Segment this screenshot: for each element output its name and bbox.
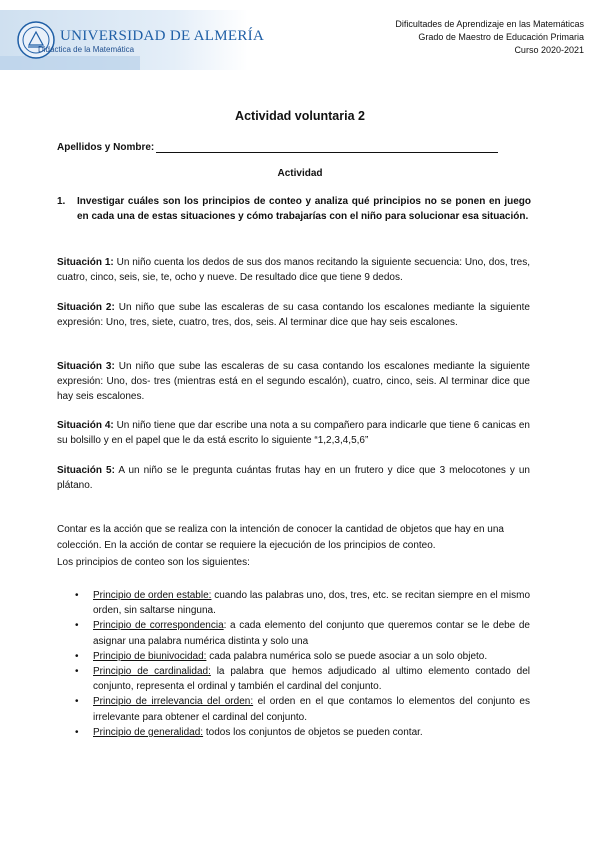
principle-text: la palabra que hemos adjudicado al ultimo elemento contado del conjunto, representa el ordinal y también el cardinal del conjunto.	[93, 666, 531, 693]
principle-text: el orden en el que contamos lo elementos del conjunto es irrelevante para obtener el cardinal del conjunto.	[93, 696, 530, 723]
situation-text: Un niño cuenta los dedos de sus dos manos recitando la siguiente secuencia: Uno, dos, tres, cuatro, cinco, seis, sie, te, ocho y nueve. De resultado dice que tiene 9 dedos.	[57, 257, 530, 284]
list-item	[57, 725, 530, 740]
name-label: Apellidos y Nombre:	[57, 142, 155, 153]
page-title: Actividad voluntaria 2	[235, 109, 365, 123]
situation-label: Situación 3:	[57, 361, 115, 372]
principle-text: todos los conjuntos de objetos se pueden contar.	[205, 726, 423, 738]
activity-heading: Actividad	[277, 168, 323, 179]
principle-label: Principio de generalidad:	[93, 726, 204, 738]
bullet-icon: •	[75, 666, 79, 678]
intro-paragraph: Contar es la acción que se realiza con la intención de conocer la cantidad de objetos que hay en una colección. En la acción de contar se requiere la ejecución de los principios de conteo.	[57, 524, 504, 551]
list-item	[57, 694, 530, 724]
bullet-icon: •	[75, 620, 79, 632]
list-item	[57, 588, 530, 618]
principle-label: Principio de correspondencia	[93, 620, 224, 632]
principle-text: cada palabra numérica solo se puede asociar a un solo objeto.	[209, 650, 488, 662]
situation-1	[57, 255, 530, 285]
principles-list	[57, 588, 530, 740]
situation-label: Situación 2:	[57, 302, 115, 313]
bullet-icon: •	[75, 726, 79, 738]
situation-3	[57, 359, 530, 405]
bullet-icon: •	[75, 650, 79, 662]
situation-2	[57, 300, 530, 330]
name-field-row	[57, 141, 498, 153]
academic-year: Curso 2020-2021	[514, 45, 584, 55]
principle-label: Principio de irrelevancia del orden:	[93, 696, 254, 708]
situation-label: Situación 5:	[57, 465, 115, 476]
name-blank-line	[156, 141, 498, 153]
question-text: Investigar cuáles son los principios de conteo y analiza qué principios no se ponen en juego en cada una de estas situaciones y cómo trabajarías con el niño para solucionar esa situación.	[77, 196, 531, 222]
bullet-icon: •	[75, 590, 79, 601]
degree-name: Grado de Maestro de Educación Primaria	[418, 32, 584, 42]
situation-label: Situación 4:	[57, 420, 114, 431]
bullet-icon: •	[75, 696, 79, 708]
situation-text: A un niño se le pregunta cuántas frutas hay en un frutero y dice que 3 melocotones y un plátano.	[57, 465, 530, 492]
situation-label: Situación 1:	[57, 257, 114, 268]
principle-text: cuando las palabras uno, dos, tres, etc. se recitan siempre en el mismo orden, sin saltarse ninguna.	[93, 590, 531, 617]
course-info	[395, 18, 584, 57]
principle-label: Principio de cardinalidad:	[93, 666, 211, 678]
department-name: Didáctica de la Matemática	[38, 45, 135, 54]
situation-4	[57, 418, 530, 448]
principle-label: Principio de orden estable:	[93, 590, 212, 601]
university-seal-icon	[16, 20, 56, 60]
list-item	[57, 649, 530, 664]
situation-5	[57, 463, 530, 493]
situation-text: Un niño tiene que dar escribe una nota a su compañero para indicarle que tiene 6 canicas en su bolsillo y en el papel que le da está escrito lo siguiente “1,2,3,4,5,6”	[57, 420, 530, 447]
list-item	[57, 618, 530, 648]
principle-text: : a cada elemento del conjunto que queremos contar se le debe de asignar una palabra numérica distinta y solo una	[93, 620, 530, 647]
course-title: Dificultades de Aprendizaje en las Matemáticas	[395, 19, 584, 29]
university-name: UNIVERSIDAD DE ALMERÍA	[60, 28, 265, 44]
question-number: 1.	[57, 196, 66, 207]
list-item	[57, 664, 530, 694]
principle-label: Principio de biunivocidad:	[93, 650, 207, 662]
situation-text: Un niño que sube las escaleras de su casa contando los escalones mediante la siguiente expresión: Uno, tres, siete, cuatro, tres, dos, seis. Al terminar dice que hay seis escalones.	[57, 302, 530, 329]
question-1	[57, 195, 531, 225]
situation-text: Un niño que sube las escaleras de su casa contando los escalones mediante la siguiente expresión: Uno, dos- tres (mientras está en el segundo escalón), cuatro, cinco, seis. Al terminar dice que hay seis escalones.	[57, 361, 530, 403]
principles-intro: Los principios de conteo son los siguientes:	[57, 557, 250, 568]
